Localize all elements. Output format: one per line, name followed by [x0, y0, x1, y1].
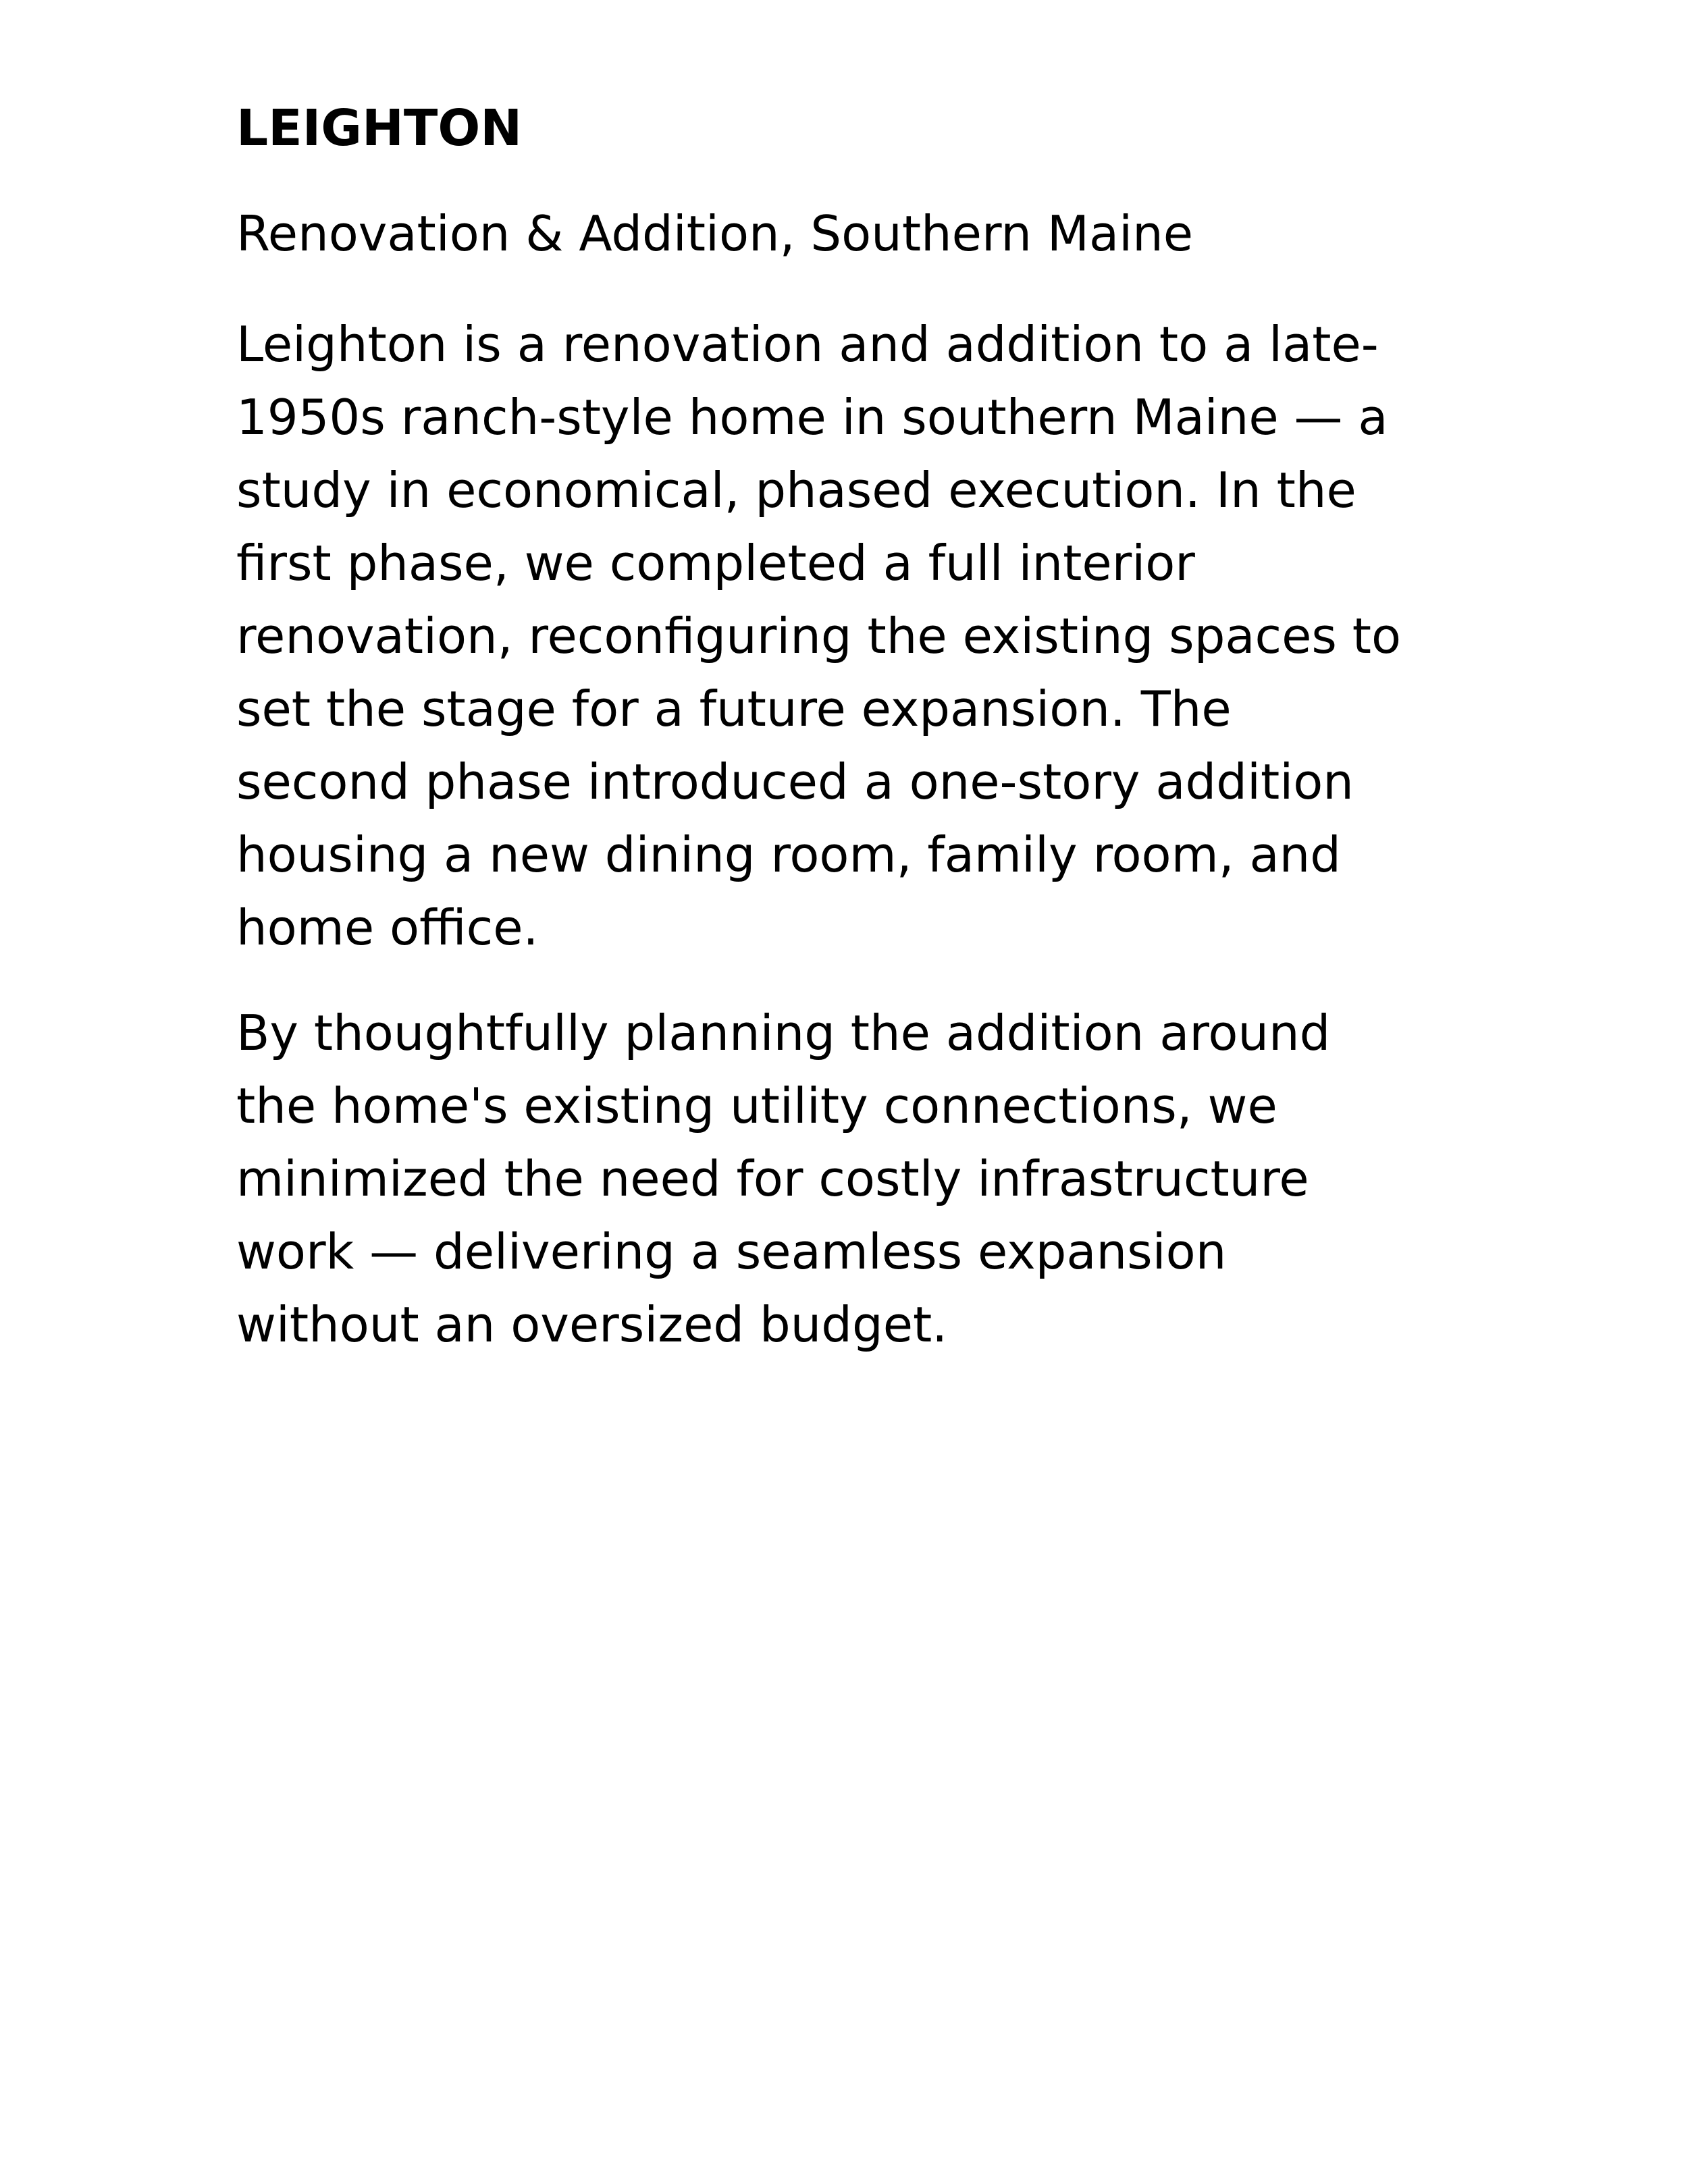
paragraph-line: work — delivering a seamless expansion [236, 1223, 1227, 1280]
body-paragraph-2 [236, 996, 1438, 1361]
paragraph-line: minimized the need for costly infrastructure [236, 1150, 1309, 1207]
paragraph-line: first phase, we completed a full interior [236, 535, 1195, 591]
paragraph-line: set the stage for a future expansion. The [236, 681, 1232, 737]
body-paragraph-1 [236, 308, 1438, 964]
paragraph-line: home office. [236, 899, 539, 956]
page-subtitle: Renovation & Addition, Southern Maine [236, 205, 1194, 262]
paragraph-line: By thoughtfully planning the addition around [236, 1005, 1331, 1061]
paragraph-line: the home's existing utility connections, we [236, 1077, 1277, 1134]
paragraph-line: Leighton is a renovation and addition to a late- [236, 316, 1379, 373]
page-title: LEIGHTON [236, 99, 523, 157]
paragraph-line: renovation, reconfiguring the existing spaces to [236, 608, 1402, 664]
paragraph-line: without an oversized budget. [236, 1296, 948, 1353]
paragraph-line: 1950s ranch-style home in southern Maine — a [236, 389, 1388, 446]
paragraph-line: housing a new dining room, family room, and [236, 826, 1341, 883]
paragraph-line: study in economical, phased execution. In the [236, 462, 1356, 518]
paragraph-line: second phase introduced a one-story addition [236, 753, 1354, 810]
